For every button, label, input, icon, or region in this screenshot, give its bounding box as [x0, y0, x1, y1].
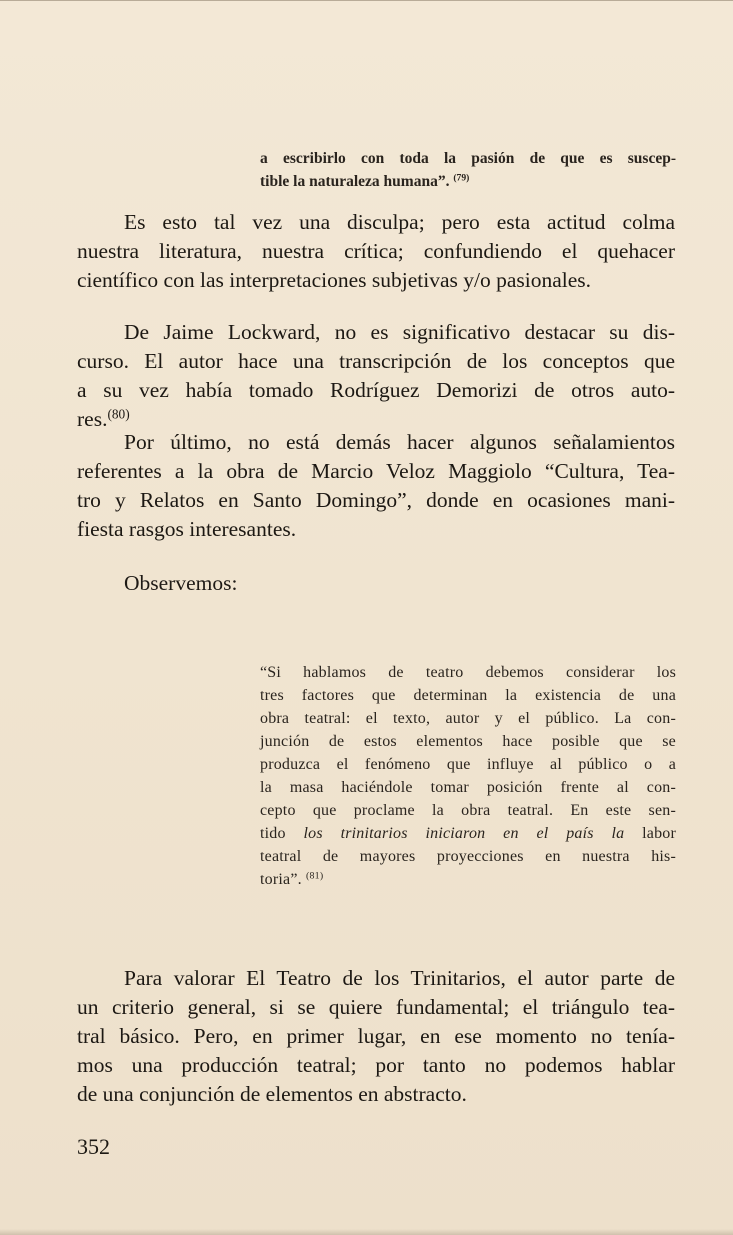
paragraph-line: mos una producción teatral; por tanto no podemos hablar	[77, 1053, 675, 1077]
quote-italic-text: los trinitarios iniciaron en el país la	[303, 825, 625, 842]
paragraph-line: a su vez había tomado Rodríguez Demorizi de otros auto-	[77, 378, 675, 402]
paragraph	[77, 318, 675, 434]
quote-continuation	[260, 147, 676, 193]
quote-line: obra teatral: el texto, autor y el público. La con-	[260, 710, 676, 727]
quote-line: produzca el fenómeno que influye al público o a	[260, 756, 676, 773]
footnote-ref: (79)	[453, 172, 470, 184]
paragraph-line: tral básico. Pero, en primer lugar, en ese momento no tenía-	[77, 1024, 675, 1048]
paragraph-line: Por último, no está demás hacer algunos señalamientos	[124, 430, 675, 454]
observemos-label: Observemos:	[124, 571, 238, 595]
quote-line	[260, 822, 676, 845]
paragraph-line: de una conjunción de elementos en abstracto.	[77, 1082, 467, 1106]
paragraph-line: un criterio general, si se quiere fundamental; el triángulo tea-	[77, 995, 675, 1019]
quote-line: junción de estos elementos hace posible que se	[260, 733, 676, 750]
quote-line	[260, 868, 676, 891]
quote-line-text: labor	[624, 825, 677, 842]
paragraph-line: científico con las interpretaciones subjetivas y/o pasionales.	[77, 268, 592, 292]
paragraph-line: fiesta rasgos interesantes.	[77, 517, 297, 541]
page-edge-shadow	[0, 1229, 733, 1235]
paragraph-line: tro y Relatos en Santo Domingo”, donde en ocasiones mani-	[77, 488, 675, 512]
paragraph-line: referentes a la obra de Marcio Veloz Maggiolo “Cultura, Tea-	[77, 459, 675, 483]
quote-line: tres factores que determinan la existencia de una	[260, 687, 676, 704]
footnote-ref: (81)	[306, 870, 324, 882]
quote-line: cepto que proclame la obra teatral. En este sen-	[260, 802, 676, 819]
quote-line	[260, 170, 676, 193]
quote-line-text: tible la naturaleza humana”.	[260, 173, 450, 190]
paragraph-line: Para valorar El Teatro de los Trinitarios, el autor parte de	[124, 966, 675, 990]
quote-line: teatral de mayores proyecciones en nuestra his-	[260, 848, 676, 865]
quote-line: a escribirlo con toda la pasión de que es suscep-	[260, 150, 676, 167]
quote-line: “Si hablamos de teatro debemos considerar los	[260, 664, 676, 681]
paragraph-line: Es esto tal vez una disculpa; pero esta actitud colma	[124, 210, 675, 234]
block-quote	[260, 661, 676, 891]
paragraph	[77, 964, 675, 1109]
paragraph	[77, 208, 675, 295]
paragraph	[77, 428, 675, 544]
quote-line-text: toria”.	[260, 871, 302, 888]
quote-line: la masa haciéndole tomar posición frente al con-	[260, 779, 676, 796]
paragraph-line: De Jaime Lockward, no es significativo destacar su dis-	[124, 320, 675, 344]
quote-line-text: tido	[260, 825, 304, 842]
page-number: 352	[77, 1134, 110, 1159]
paragraph-line: curso. El autor hace una transcripción de los conceptos que	[77, 349, 675, 373]
paragraph-line: nuestra literatura, nuestra crítica; confundiendo el quehacer	[77, 239, 675, 263]
footnote-ref: (80)	[107, 406, 130, 422]
paragraph-line-text: res.	[77, 407, 108, 431]
